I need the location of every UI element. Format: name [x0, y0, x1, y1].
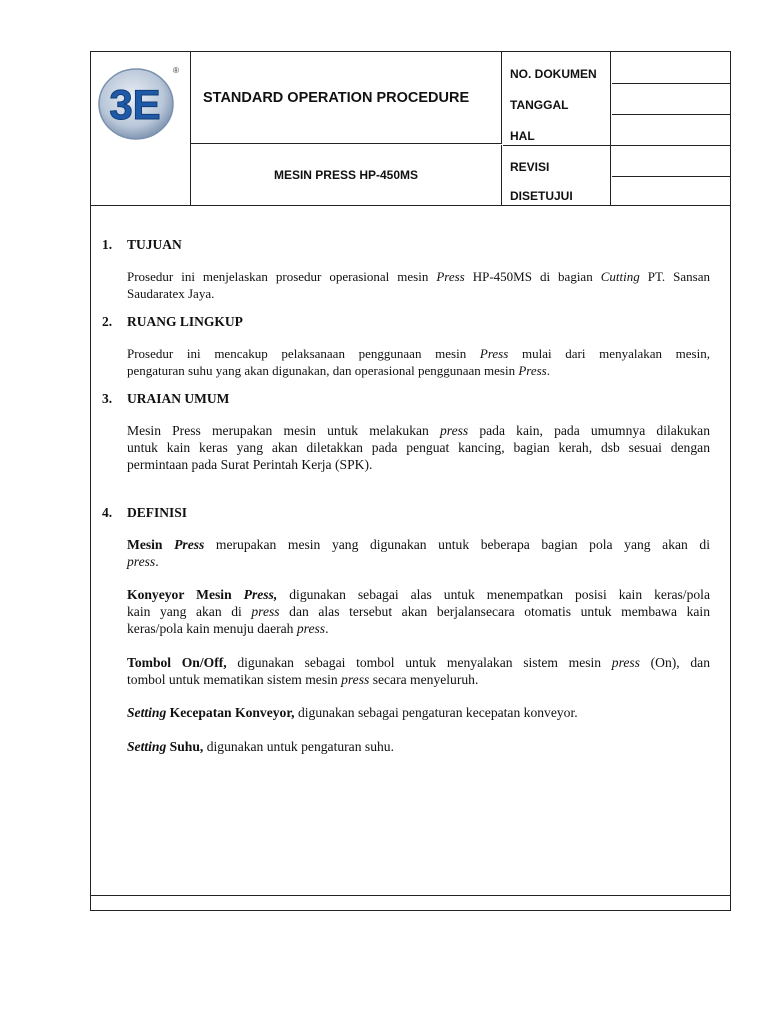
paragraph-line: Tombol On/Off, digunakan sebagai tombol untuk menyalakan sistem mesin press (On), dan	[127, 655, 710, 670]
header-table	[91, 52, 730, 206]
definition-mesin-press	[127, 536, 710, 570]
section-heading-definisi	[102, 505, 187, 521]
company-logo-icon	[97, 64, 179, 142]
document-subtitle: MESIN PRESS HP-450MS	[191, 145, 502, 205]
section-heading-ruang-lingkup	[102, 314, 243, 330]
paragraph-line: tombol untuk mematikan sistem mesin press secara menyeluruh.	[127, 672, 479, 687]
section-number: 3.	[102, 391, 113, 406]
paragraph-line: pengaturan suhu yang akan digunakan, dan operasional penggunaan mesin Press.	[127, 363, 550, 378]
paragraph-line: press.	[127, 554, 159, 569]
paragraph-line: untuk kain keras yang akan diletakkan pada penguat kancing, bagian kerah, dsb sesuai dengan	[127, 440, 710, 455]
meta-value-revisi	[612, 145, 730, 176]
paragraph-line: Mesin Press merupakan mesin untuk melakukan press pada kain, pada umumnya dilakukan	[127, 423, 711, 438]
logo-cell	[91, 52, 191, 205]
paragraph-line: keras/pola kain menuju daerah press.	[127, 621, 329, 636]
section-number: 1.	[102, 237, 113, 252]
meta-label-hal: HAL	[503, 114, 611, 145]
section-heading-uraian-umum	[102, 391, 229, 407]
paragraph-ruang-lingkup	[127, 345, 710, 379]
paragraph-line: Prosedur ini menjelaskan prosedur operasional mesin Press HP-450MS di bagian Cutting PT. Sansan	[127, 269, 710, 284]
section-title: TUJUAN	[127, 237, 182, 252]
section-number: 2.	[102, 314, 113, 329]
paragraph-uraian-umum	[127, 422, 710, 473]
paragraph-line: Setting Kecepatan Konveyor, digunakan sebagai pengaturan kecepatan konveyor.	[127, 705, 578, 720]
meta-label-no-dokumen: NO. DOKUMEN	[503, 52, 611, 83]
svg-text:®: ®	[173, 66, 179, 75]
paragraph-line: kain yang akan di press dan alas tersebut akan berjalansecara otomatis untuk membawa kain	[127, 604, 710, 619]
section-title: URAIAN UMUM	[127, 391, 230, 406]
meta-divider	[612, 114, 730, 115]
paragraph-line: Saudaratex Jaya.	[127, 286, 215, 301]
svg-text:3E: 3E	[109, 81, 161, 128]
section-number: 4.	[102, 505, 113, 520]
footer-rule	[91, 895, 730, 896]
meta-divider	[612, 83, 730, 84]
document-title: STANDARD OPERATION PROCEDURE	[191, 52, 502, 144]
meta-label-tanggal: TANGGAL	[503, 83, 611, 114]
paragraph-tujuan	[127, 268, 710, 302]
definition-setting-kecepatan	[127, 704, 710, 721]
meta-divider	[612, 176, 730, 177]
paragraph-line: Mesin Press merupakan mesin yang digunakan untuk beberapa bagian pola yang akan di	[127, 537, 711, 552]
meta-value-disetujui	[612, 176, 730, 205]
section-title: DEFINISI	[127, 505, 188, 520]
definition-konveyor	[127, 586, 710, 637]
definition-tombol-on-off	[127, 654, 710, 688]
meta-value-hal	[612, 114, 730, 145]
section-heading-tujuan	[102, 237, 182, 253]
paragraph-line: Setting Suhu, digunakan untuk pengaturan suhu.	[127, 739, 394, 754]
meta-value-tanggal	[612, 83, 730, 114]
document-frame	[90, 51, 731, 911]
meta-divider	[503, 145, 730, 146]
paragraph-line: Prosedur ini mencakup pelaksanaan penggunaan mesin Press mulai dari menyalakan mesin,	[127, 346, 710, 361]
paragraph-line: permintaan pada Surat Perintah Kerja (SPK).	[127, 457, 373, 472]
meta-value-no-dokumen	[612, 52, 730, 83]
meta-label-revisi: REVISI	[503, 145, 611, 176]
meta-label-disetujui: DISETUJUI	[503, 176, 611, 205]
section-title: RUANG LINGKUP	[127, 314, 243, 329]
definition-setting-suhu	[127, 738, 710, 755]
paragraph-line: Konyeyor Mesin Press, digunakan sebagai alas untuk menempatkan posisi kain keras/pola	[127, 587, 710, 602]
